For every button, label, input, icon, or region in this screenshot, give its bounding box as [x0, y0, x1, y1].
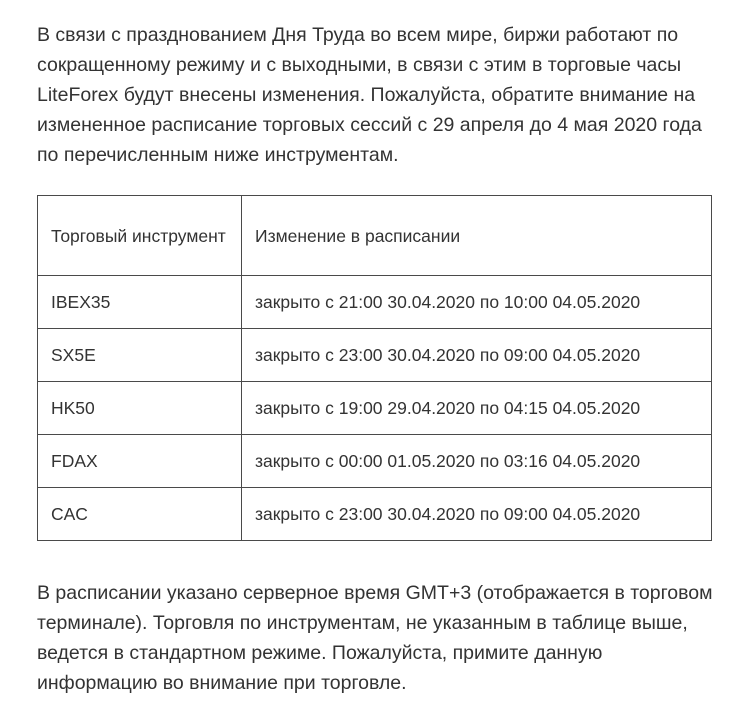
instrument-cell: CAC	[38, 488, 242, 541]
schedule-table	[37, 195, 712, 541]
table-row	[38, 329, 712, 382]
instrument-cell: HK50	[38, 382, 242, 435]
instrument-cell: SX5E	[38, 329, 242, 382]
intro-paragraph: В связи с празднованием Дня Труда во всем мире, биржи работают по сокращенному режиму и с выходными, в связи с этим в торговые часы LiteForex будут внесены изменения. Пожалуйста, обратите внимание на измененное расписание торговых сессий с 29 апреля до 4 мая 2020 года по перечисленным ниже инструментам.	[37, 24, 702, 166]
schedule-change-cell: закрыто с 23:00 30.04.2020 по 09:00 04.05.2020	[242, 329, 712, 382]
header-instrument: Торговый инструмент	[38, 196, 242, 276]
schedule-change-cell: закрыто с 23:00 30.04.2020 по 09:00 04.05.2020	[242, 488, 712, 541]
instrument-cell: IBEX35	[38, 276, 242, 329]
table-row	[38, 276, 712, 329]
table-header-row	[38, 196, 712, 276]
schedule-change-cell: закрыто с 00:00 01.05.2020 по 03:16 04.05.2020	[242, 435, 712, 488]
table-row	[38, 382, 712, 435]
outro-paragraph: В расписании указано серверное время GMT+3 (отображается в торговом терминале). Торговля по инструментам, не указанным в таблице выше, ведется в стандартном режиме. Пожалуйста, примите данную информацию во внимание при торговле.	[37, 582, 713, 694]
table-row	[38, 488, 712, 541]
instrument-cell: FDAX	[38, 435, 242, 488]
schedule-change-cell: закрыто с 21:00 30.04.2020 по 10:00 04.05.2020	[242, 276, 712, 329]
header-schedule-change: Изменение в расписании	[242, 196, 712, 276]
schedule-change-cell: закрыто с 19:00 29.04.2020 по 04:15 04.05.2020	[242, 382, 712, 435]
table-row	[38, 435, 712, 488]
